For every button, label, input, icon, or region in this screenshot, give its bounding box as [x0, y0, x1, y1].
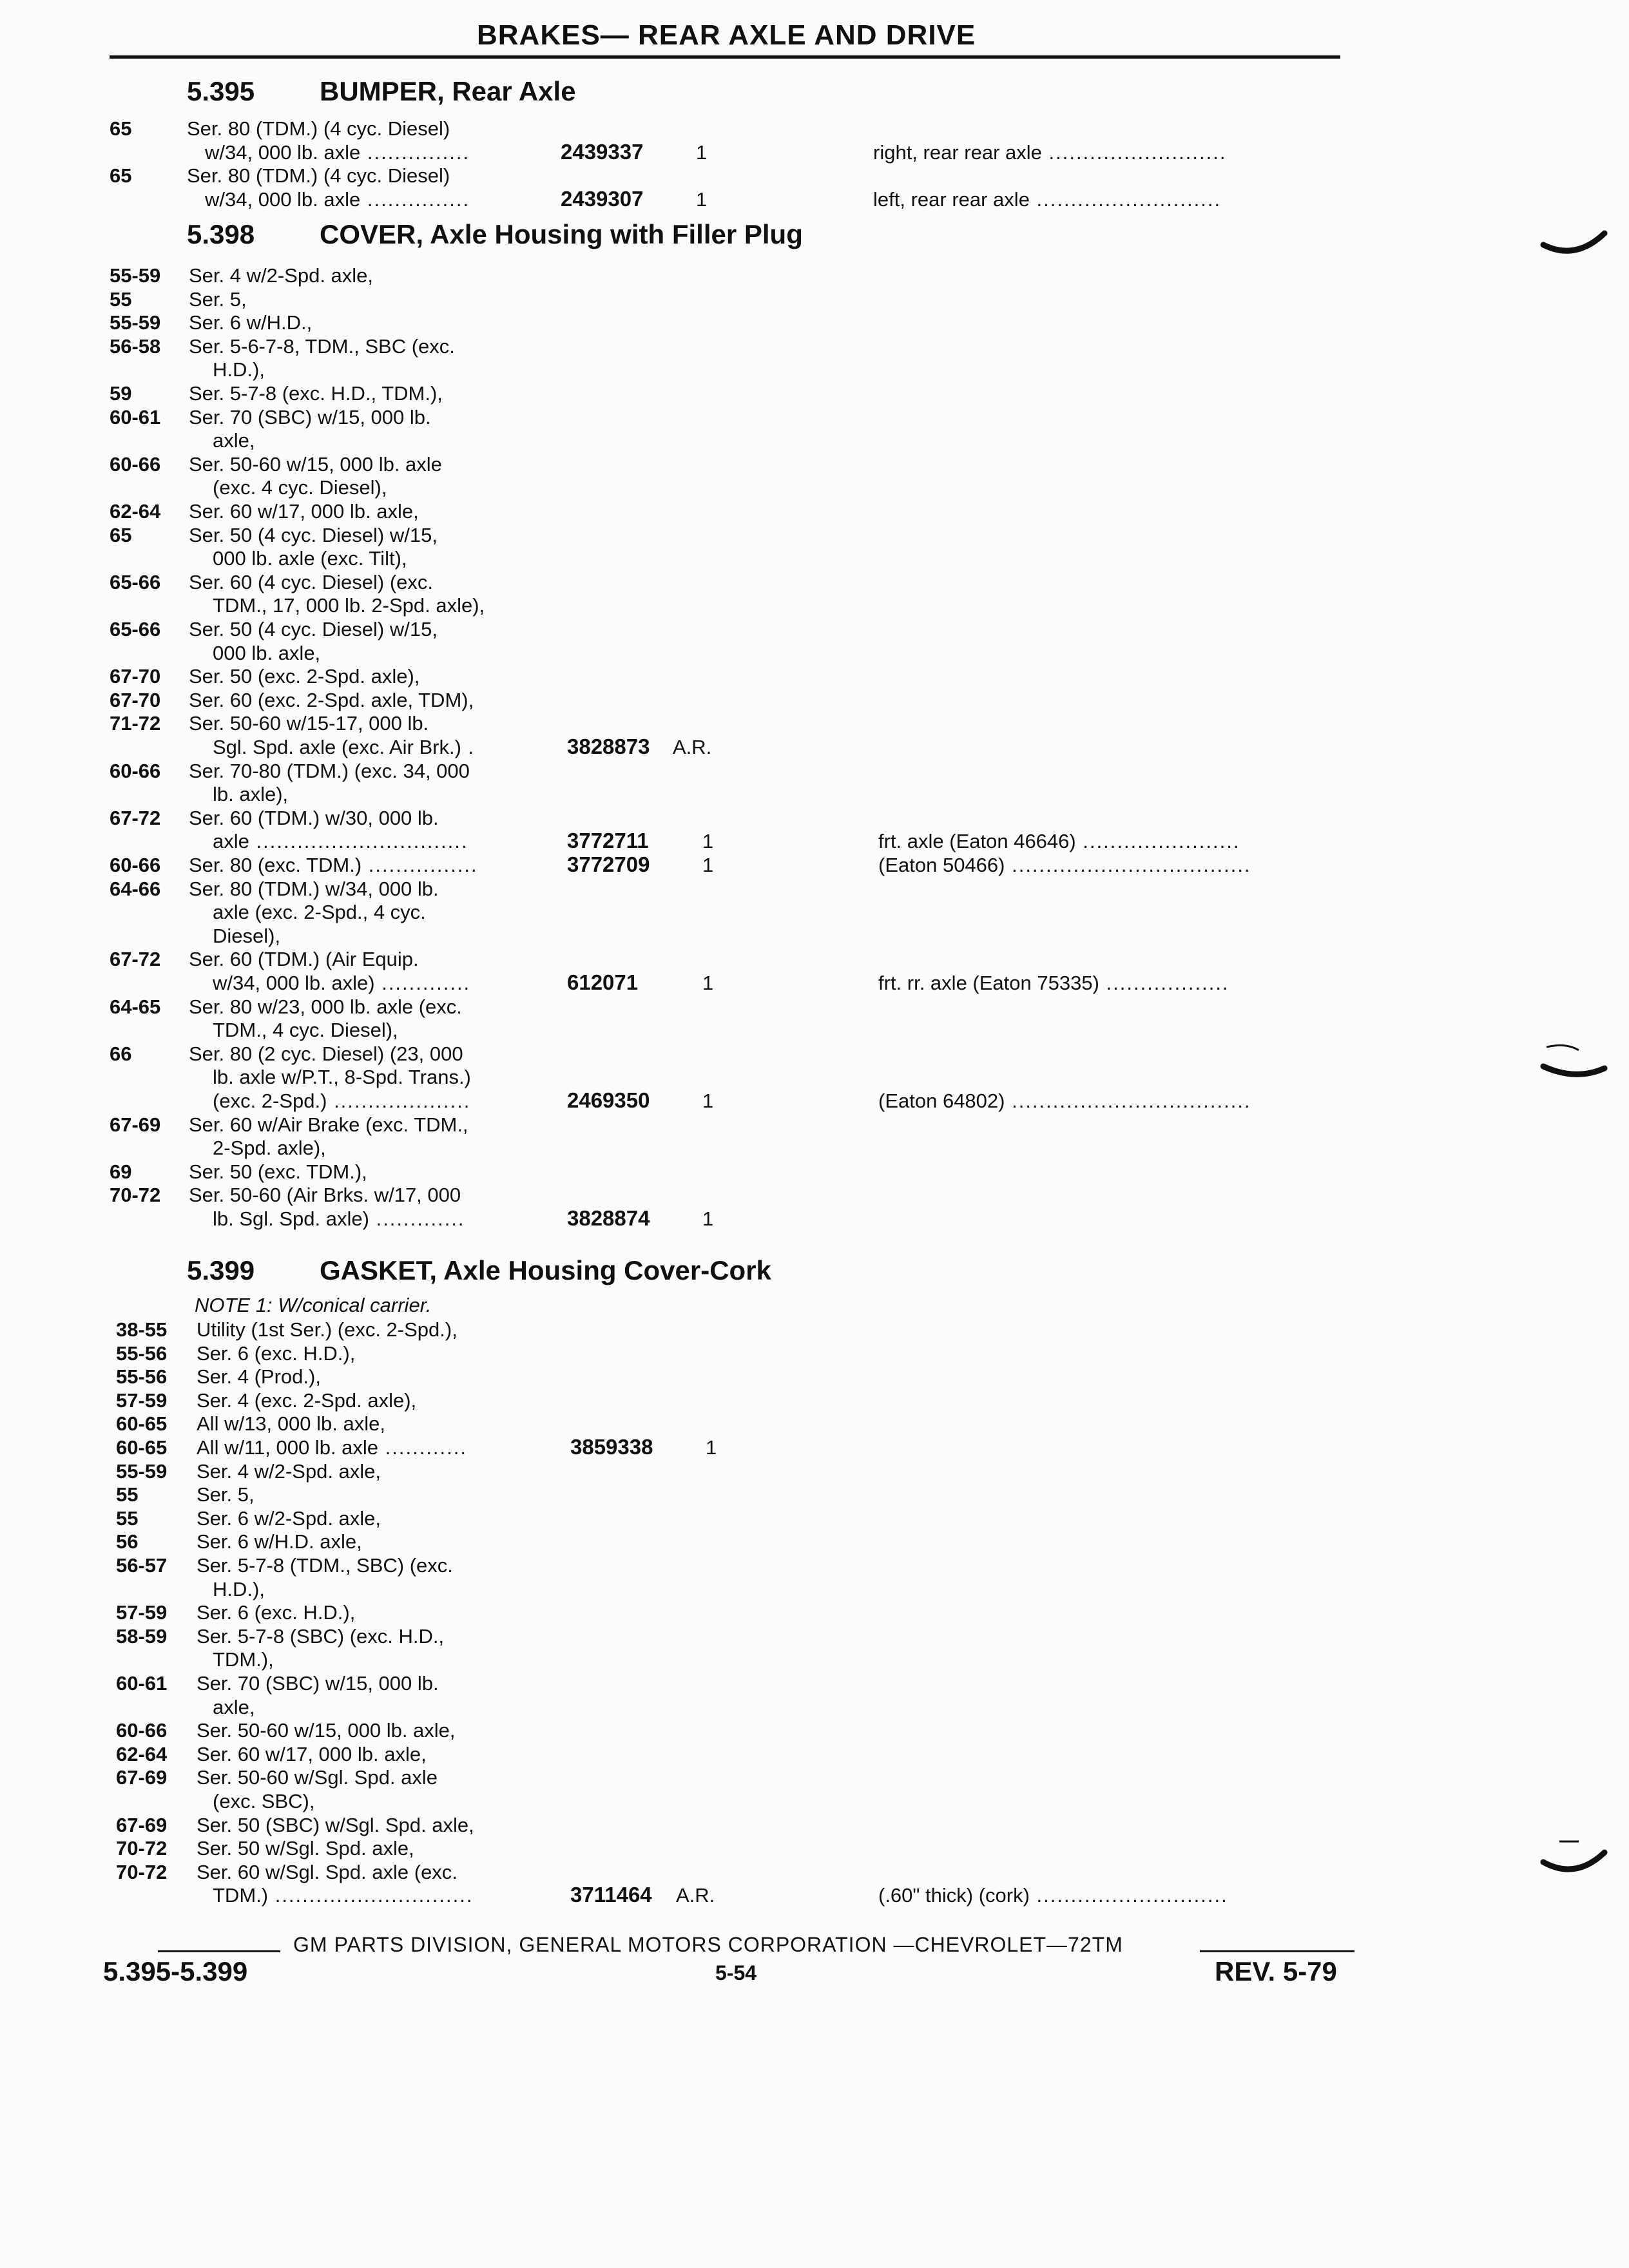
application-description: Ser. 50 (4 cyc. Diesel) w/15, — [189, 618, 438, 640]
application-description: Ser. 50-60 w/15, 000 lb. axle, — [197, 1719, 456, 1742]
application-description: Ser. 60 (4 cyc. Diesel) (exc. — [189, 570, 434, 593]
model-years: 59 — [110, 382, 132, 405]
model-years: 57-59 — [116, 1601, 168, 1624]
application-description: Ser. 4 (Prod.), — [197, 1365, 321, 1389]
application-description: Ser. 5-7-8 (SBC) (exc. H.D., — [197, 1624, 445, 1648]
application-description: Ser. 6 w/2-Spd. axle, — [197, 1506, 381, 1530]
application-description: Ser. 50-60 (Air Brks. w/17, 000 — [189, 1184, 461, 1207]
model-years: 55 — [110, 287, 132, 311]
model-years: 67-69 — [116, 1766, 168, 1789]
application-description: Sgl. Spd. axle (exc. Air Brk.) . — [213, 736, 476, 758]
remarks: frt. rr. axle (Eaton 75335) .................. — [878, 972, 1229, 994]
leader-dots: ....................... — [1075, 830, 1240, 853]
model-years: 70-72 — [116, 1837, 168, 1860]
quantity: 1 — [702, 972, 714, 994]
application-description: 2-Spd. axle), — [213, 1137, 326, 1160]
application-description: Utility (1st Ser.) (exc. 2-Spd.), — [197, 1318, 458, 1341]
remarks: left, rear rear axle ........................... — [873, 187, 1222, 211]
leader-dots: ............................ — [1029, 1884, 1228, 1907]
binder-ring-mark — [1540, 1044, 1611, 1082]
application-description: Ser. 60 (TDM.) w/30, 000 lb. — [189, 806, 439, 829]
model-years: 58-59 — [116, 1624, 168, 1648]
application-description: Ser. 50-60 w/15, 000 lb. axle — [189, 452, 442, 476]
model-years: 55-56 — [116, 1365, 168, 1389]
application-description: Ser. 6 w/H.D. axle, — [197, 1530, 362, 1553]
application-description: Ser. 50 (4 cyc. Diesel) w/15, — [189, 523, 438, 546]
model-years: 56-57 — [116, 1554, 168, 1577]
quantity: 1 — [696, 187, 708, 211]
model-years: 60-65 — [116, 1412, 168, 1436]
model-years: 71-72 — [110, 712, 161, 735]
application-description: Ser. 80 (TDM.) w/34, 000 lb. — [189, 877, 439, 900]
part-number: 3772711 — [567, 829, 649, 853]
model-years: 64-65 — [110, 995, 161, 1018]
quantity: 1 — [702, 854, 714, 876]
model-years: 60-66 — [116, 1719, 168, 1742]
model-years: 67-69 — [116, 1813, 168, 1836]
application-description: w/34, 000 lb. axle ............... — [205, 187, 470, 211]
application-description: Ser. 70 (SBC) w/15, 000 lb. — [189, 405, 431, 428]
application-description: TDM.), — [213, 1648, 274, 1671]
application-description: (exc. 4 cyc. Diesel), — [213, 476, 387, 499]
application-description: H.D.), — [213, 1577, 265, 1600]
application-description: (exc. SBC), — [213, 1790, 315, 1812]
application-description: All w/13, 000 lb. axle, — [197, 1412, 385, 1436]
application-description: Ser. 60 (TDM.) (Air Equip. — [189, 948, 419, 971]
application-description: axle (exc. 2-Spd., 4 cyc. — [213, 901, 426, 924]
leader-dots: ............. — [369, 1207, 465, 1230]
application-description: Ser. 70-80 (TDM.) (exc. 34, 000 — [189, 759, 470, 782]
footer-rule-right — [1200, 1950, 1354, 1952]
application-description: Ser. 50 (SBC) w/Sgl. Spd. axle, — [197, 1813, 474, 1836]
model-years: 67-70 — [110, 665, 161, 688]
model-years: 67-70 — [110, 688, 161, 711]
model-years: 60-66 — [110, 759, 161, 782]
application-description: Ser. 60 w/17, 000 lb. axle, — [197, 1742, 427, 1765]
application-description: Ser. 4 (exc. 2-Spd. axle), — [197, 1389, 417, 1412]
application-description: Ser. 6 (exc. H.D.), — [197, 1341, 356, 1365]
section-note: NOTE 1: W/conical carrier. — [195, 1294, 432, 1316]
section-name: COVER, Axle Housing with Filler Plug — [320, 219, 803, 249]
application-description: TDM., 17, 000 lb. 2-Spd. axle), — [213, 594, 485, 617]
application-description: w/34, 000 lb. axle) ............. — [213, 972, 471, 994]
section-title — [187, 76, 576, 107]
application-description: axle, — [213, 429, 255, 452]
application-description: (exc. 2-Spd.) .................... — [213, 1090, 471, 1112]
section-name: GASKET, Axle Housing Cover-Cork — [320, 1255, 771, 1285]
application-description: Ser. 60 w/Air Brake (exc. TDM., — [189, 1113, 468, 1136]
model-years: 64-66 — [110, 877, 161, 900]
application-description: Ser. 6 (exc. H.D.), — [197, 1601, 356, 1624]
application-description: Ser. 70 (SBC) w/15, 000 lb. — [197, 1672, 439, 1695]
quantity: A.R. — [673, 736, 712, 758]
application-description: axle, — [213, 1695, 255, 1718]
quantity: 1 — [696, 140, 708, 164]
model-years: 65-66 — [110, 618, 161, 640]
model-years: 65 — [110, 164, 132, 187]
section-title — [187, 219, 803, 250]
model-years: 57-59 — [116, 1389, 168, 1412]
application-description: lb. axle), — [213, 783, 289, 806]
model-years: 55-59 — [110, 264, 161, 287]
model-years: 69 — [110, 1160, 132, 1183]
model-years: 67-69 — [110, 1113, 161, 1136]
model-years: 67-72 — [110, 948, 161, 971]
application-description: lb. axle w/P.T., 8-Spd. Trans.) — [213, 1066, 471, 1089]
leader-dots: ............................. — [268, 1884, 474, 1907]
leader-dots: . — [461, 736, 476, 758]
application-description: Ser. 50-60 w/Sgl. Spd. axle — [197, 1766, 438, 1789]
leader-dots: ........................... — [1029, 187, 1222, 211]
model-years: 70-72 — [110, 1184, 161, 1207]
application-description: Ser. 60 w/Sgl. Spd. axle (exc. — [197, 1860, 458, 1883]
application-description: Ser. 50-60 w/15-17, 000 lb. — [189, 712, 429, 735]
section-title — [187, 1255, 771, 1286]
application-description: Ser. 4 w/2-Spd. axle, — [197, 1459, 381, 1483]
footer-section-range: 5.395-5.399 — [103, 1956, 248, 1986]
leader-dots: ............ — [378, 1436, 467, 1459]
model-years: 65-66 — [110, 570, 161, 593]
application-description: Ser. 60 w/17, 000 lb. axle, — [189, 500, 419, 523]
part-number: 3828874 — [567, 1206, 650, 1230]
application-description: Ser. 50 (exc. TDM.), — [189, 1160, 367, 1183]
application-description: TDM., 4 cyc. Diesel), — [213, 1019, 398, 1042]
binder-ring-mark — [1540, 1836, 1611, 1881]
model-years: 56 — [116, 1530, 139, 1553]
part-number: 3772709 — [567, 852, 650, 876]
model-years: 60-66 — [110, 452, 161, 476]
application-description: Ser. 80 (2 cyc. Diesel) (23, 000 — [189, 1042, 463, 1065]
section-number: 5.395 — [187, 76, 255, 106]
application-description: Ser. 80 (TDM.) (4 cyc. Diesel) — [187, 117, 450, 140]
leader-dots: .......................... — [1041, 140, 1227, 164]
part-number: 612071 — [567, 970, 639, 994]
remarks: right, rear rear axle .......................... — [873, 140, 1227, 164]
model-years: 55-59 — [116, 1459, 168, 1483]
application-description: w/34, 000 lb. axle ............... — [205, 140, 470, 164]
remarks: (Eaton 50466) ................................... — [878, 854, 1251, 876]
model-years: 66 — [110, 1042, 132, 1065]
model-years: 67-72 — [110, 806, 161, 829]
binder-ring-mark — [1540, 226, 1611, 258]
remarks: (Eaton 64802) ................................... — [878, 1090, 1251, 1112]
part-number: 3859338 — [570, 1435, 653, 1459]
footer-page-number: 5-54 — [715, 1961, 757, 1984]
leader-dots: ................ — [361, 854, 478, 876]
model-years: 60-61 — [110, 405, 161, 428]
application-description: axle ............................... — [213, 830, 468, 853]
application-description: Ser. 60 (exc. 2-Spd. axle, TDM), — [189, 688, 474, 711]
application-description: Ser. 5, — [197, 1483, 255, 1506]
model-years: 55-59 — [110, 311, 161, 334]
application-description: Ser. 4 w/2-Spd. axle, — [189, 264, 374, 287]
page-title: BRAKES— REAR AXLE AND DRIVE — [477, 19, 976, 51]
part-number: 2439337 — [561, 139, 644, 164]
remarks: (.60" thick) (cork) ............................ — [878, 1884, 1228, 1907]
section-number: 5.398 — [187, 219, 255, 249]
part-number: 2469350 — [567, 1088, 650, 1112]
section-number: 5.399 — [187, 1255, 255, 1285]
application-description: Ser. 80 w/23, 000 lb. axle (exc. — [189, 995, 462, 1018]
header-rule — [110, 55, 1340, 59]
model-years: 55-56 — [116, 1341, 168, 1365]
model-years: 65 — [110, 523, 132, 546]
model-years: 62-64 — [116, 1742, 168, 1765]
model-years: 55 — [116, 1483, 139, 1506]
application-description: Ser. 80 (TDM.) (4 cyc. Diesel) — [187, 164, 450, 187]
application-description: Ser. 50 w/Sgl. Spd. axle, — [197, 1837, 414, 1860]
section-name: BUMPER, Rear Axle — [320, 76, 576, 106]
model-years: 38-55 — [116, 1318, 168, 1341]
model-years: 55 — [116, 1506, 139, 1530]
part-number: 3711464 — [570, 1883, 652, 1907]
application-description: Ser. 5-7-8 (TDM., SBC) (exc. — [197, 1554, 453, 1577]
leader-dots: .................... — [327, 1090, 471, 1112]
leader-dots: ............... — [360, 187, 470, 211]
application-description: lb. Sgl. Spd. axle) ............. — [213, 1207, 465, 1230]
model-years: 65 — [110, 117, 132, 140]
remarks: frt. axle (Eaton 46646) ....................... — [878, 830, 1240, 853]
leader-dots: ................................... — [1005, 1090, 1251, 1112]
application-description: All w/11, 000 lb. axle ............ — [197, 1436, 467, 1459]
application-description: TDM.) ............................. — [213, 1884, 474, 1907]
application-description: Ser. 5-7-8 (exc. H.D., TDM.), — [189, 382, 443, 405]
part-number: 2439307 — [561, 186, 644, 211]
leader-dots: ............... — [360, 140, 470, 164]
footer-publisher: GM PARTS DIVISION, GENERAL MOTORS CORPORATION —CHEVROLET—72TM — [293, 1933, 1123, 1956]
application-description: H.D.), — [213, 358, 265, 381]
application-description: Ser. 5, — [189, 287, 247, 311]
leader-dots: ................................... — [1005, 854, 1251, 876]
model-years: 60-65 — [116, 1436, 168, 1459]
part-number: 3828873 — [567, 735, 650, 758]
model-years: 62-64 — [110, 500, 161, 523]
quantity: 1 — [702, 1207, 714, 1230]
leader-dots: .................. — [1099, 972, 1229, 994]
model-years: 60-66 — [110, 854, 161, 876]
application-description: 000 lb. axle (exc. Tilt), — [213, 547, 407, 570]
model-years: 70-72 — [116, 1860, 168, 1883]
model-years: 56-58 — [110, 334, 161, 358]
application-description: Ser. 6 w/H.D., — [189, 311, 313, 334]
model-years: 60-61 — [116, 1672, 168, 1695]
application-description: Ser. 80 (exc. TDM.) ................ — [189, 854, 478, 876]
quantity: 1 — [706, 1436, 717, 1459]
quantity: 1 — [702, 1090, 714, 1112]
quantity: 1 — [702, 830, 714, 853]
leader-dots: ............. — [374, 972, 471, 994]
footer-rule-left — [158, 1950, 280, 1952]
application-description: Ser. 50 (exc. 2-Spd. axle), — [189, 665, 420, 688]
application-description: 000 lb. axle, — [213, 641, 321, 664]
application-description: Ser. 5-6-7-8, TDM., SBC (exc. — [189, 334, 455, 358]
leader-dots: ............................... — [249, 830, 468, 853]
footer-revision: REV. 5-79 — [1215, 1956, 1337, 1986]
application-description: Diesel), — [213, 924, 281, 947]
quantity: A.R. — [676, 1884, 715, 1907]
